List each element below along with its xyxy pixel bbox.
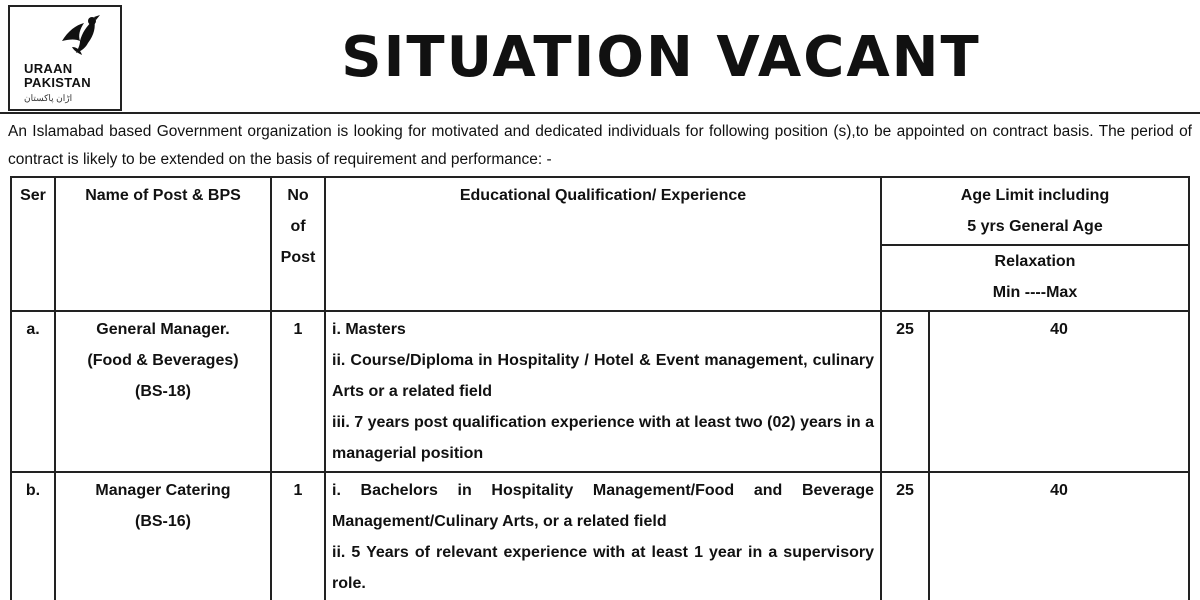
row-no-of-posts: 1	[271, 472, 325, 600]
qualification-item: ii. Course/Diploma in Hospitality / Hotel & Event management, culinary Arts or a related field	[332, 352, 874, 400]
logo-urdu-tagline: اڑان پاکستان	[24, 93, 73, 103]
row-post-name	[55, 472, 271, 600]
vacancies-table	[10, 176, 1190, 600]
header-education: Educational Qualification/ Experience	[325, 177, 881, 311]
row-no-of-posts: 1	[271, 311, 325, 472]
intro-paragraph: An Islamabad based Government organization is looking for motivated and dedicated individuals for following position (s),to be appointed on contract basis. The period of contract is likely to be extended on the basis of requirement and performance: -	[8, 123, 1192, 168]
logo-text-uraan: URAAN	[24, 61, 73, 76]
post-name-line: Manager Catering	[95, 482, 231, 499]
falcon-logo-icon	[54, 11, 104, 57]
page-title: SITUATION VACANT	[341, 25, 981, 90]
row-age-min: 25	[881, 472, 929, 600]
qualification-item: i. Bachelors in Hospitality Management/Food and Beverage Management/Culinary Arts, or a related field	[332, 482, 874, 530]
row-qualification	[325, 311, 881, 472]
row-post-name	[55, 311, 271, 472]
row-qualification	[325, 472, 881, 600]
header-age-line3: Relaxation	[994, 253, 1076, 270]
post-name-line: General Manager.	[96, 321, 230, 338]
header-ser: Ser	[11, 177, 55, 311]
row-ser: a.	[11, 311, 55, 472]
header-no-of-post	[271, 177, 325, 311]
post-bps: (BS-16)	[134, 513, 191, 530]
header-age-line1: Age Limit including	[960, 187, 1110, 204]
header-no-of-post-line2: Post	[280, 249, 316, 266]
table-row	[11, 311, 1189, 472]
post-bps: (BS-18)	[134, 383, 191, 400]
qualification-item: iii. 7 years post qualification experience with at least two (02) years in a managerial position	[332, 414, 874, 462]
header-name-of-post: Name of Post & BPS	[55, 177, 271, 311]
qualification-item: i. Masters	[332, 321, 406, 338]
header-age-line4: Min ----Max	[992, 284, 1078, 301]
uraan-pakistan-logo	[8, 5, 122, 111]
logo-text-pakistan: PAKISTAN	[24, 75, 91, 90]
qualification-item: ii. 5 Years of relevant experience with at least 1 year in a supervisory role.	[332, 544, 874, 592]
header-no-of-post-line1: No of	[287, 187, 309, 235]
table-header-row	[11, 177, 1189, 311]
header-divider	[0, 112, 1200, 114]
header-age-limit	[881, 177, 1189, 311]
header-age-line2: 5 yrs General Age	[882, 209, 1188, 246]
post-name-line: (Food & Beverages)	[87, 352, 239, 369]
table-row	[11, 472, 1189, 600]
row-age-max: 40	[929, 311, 1189, 472]
row-ser: b.	[11, 472, 55, 600]
row-age-max: 40	[929, 472, 1189, 600]
row-age-min: 25	[881, 311, 929, 472]
